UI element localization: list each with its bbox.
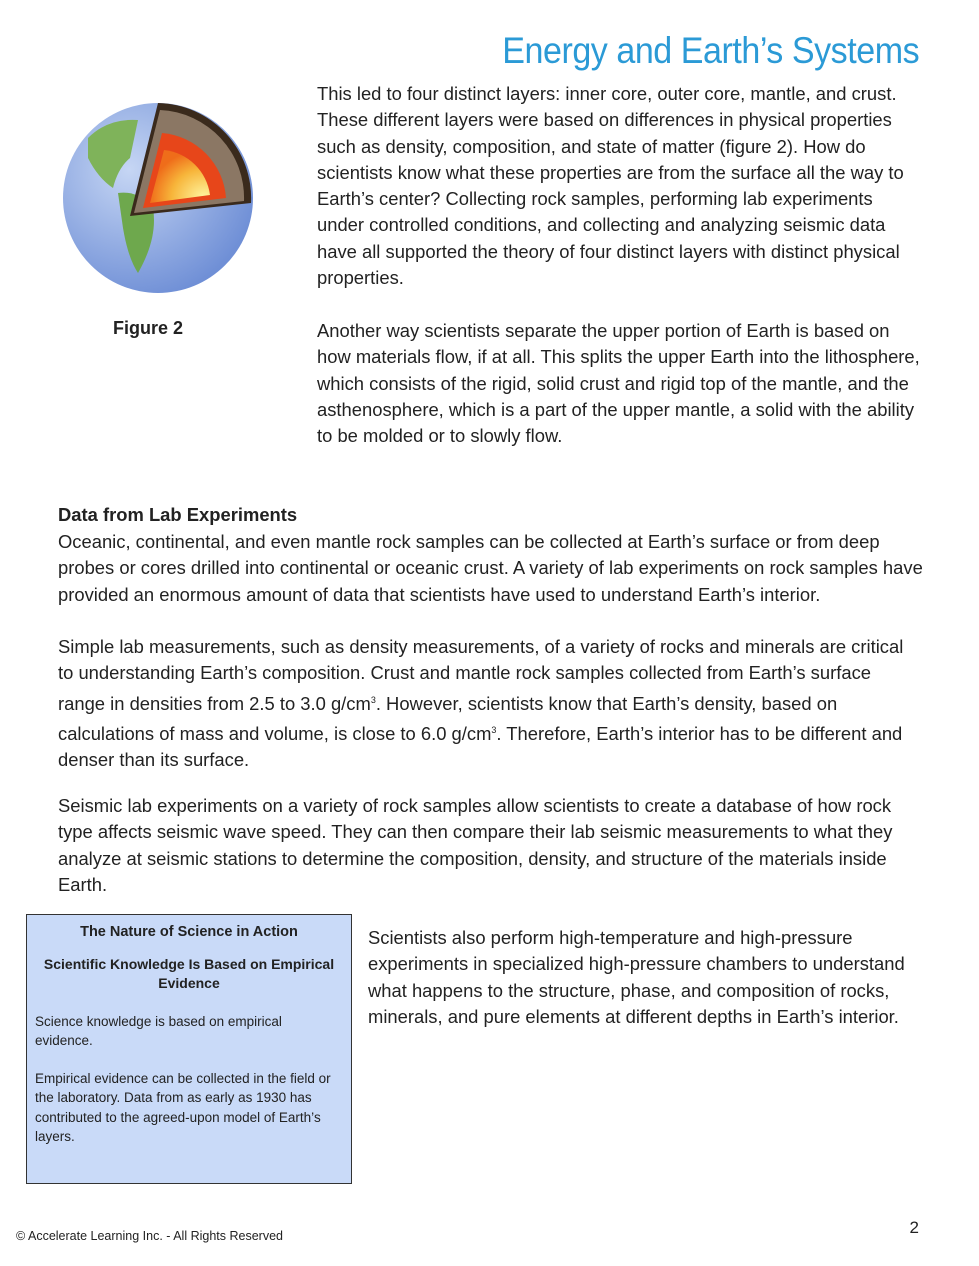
lab-paragraph-3: Seismic lab experiments on a variety of rock samples allow scientists to create a database of how rock type affects seismic wave speed. They can then compare their lab seismic measurements to what they analyze at seismic stations to determine the composition, density, and structure of the materials inside Earth. bbox=[58, 795, 893, 895]
copyright: © Accelerate Learning Inc. - All Rights Reserved bbox=[16, 1229, 283, 1243]
nature-of-science-callout bbox=[26, 914, 352, 1184]
callout-title: The Nature of Science in Action bbox=[80, 924, 298, 940]
text: . However, scientists know that Earth’s density, based on calculations of mass and volume, is close to 6.0 g/cm bbox=[58, 692, 838, 745]
lab-paragraph-2 bbox=[58, 634, 923, 774]
text: Simple lab measurements, such as density measurements, of a variety of rocks and minerals are critical to understanding Earth’s composition. Crust and mantle rock samples collected from Earth’s surface range in densities from 2.5 to 3.0 g/cm bbox=[58, 636, 904, 714]
lab-paragraph-1: Oceanic, continental, and even mantle rock samples can be collected at Earth’s surface or from deep probes or cores drilled into continental or oceanic crust. A variety of lab experiments on rock samples have provided an enormous amount of data that scientists have used to understand Earth’s interior. bbox=[58, 531, 923, 605]
text: . Therefore, Earth’s interior has to be different and denser than its surface. bbox=[58, 723, 903, 771]
intro-paragraph-1: This led to four distinct layers: inner core, outer core, mantle, and crust. These different layers were based on differences in physical properties such as density, composition, and state of matter (figure 2). How do scientists know what these properties are from the surface all the way to Earth’s center? Collecting rock samples, performing lab experiments under controlled conditions, and collecting and analyzing seismic data have all supported the theory of four distinct layers with distinct physical properties. bbox=[317, 83, 904, 289]
figure-caption: Figure 2 bbox=[113, 318, 184, 338]
intro-paragraph-2: Another way scientists separate the upper portion of Earth is based on how materials flow, if at all. This splits the upper Earth into the lithosphere, which consists of the rigid, solid crust and rigid top of the mantle, and the asthenosphere, which is a part of the upper mantle, a solid with the ability to be molded or to slowly flow. bbox=[317, 320, 920, 447]
superscript: 3 bbox=[491, 725, 497, 736]
page-number: 2 bbox=[909, 1218, 919, 1237]
callout-paragraph-1: Science knowledge is based on empirical evidence. bbox=[35, 1013, 282, 1048]
superscript: 3 bbox=[370, 694, 376, 705]
earth-layers-figure bbox=[58, 98, 258, 298]
callout-paragraph-2: Empirical evidence can be collected in the field or the laboratory. Data from as early as 1930 has contributed to the agreed-upon model of Earth’s layers. bbox=[35, 1070, 331, 1144]
lab-paragraph-4: Scientists also perform high-temperature and high-pressure experiments in specialized high-pressure chambers to understand what happens to the structure, phase, and composition of rocks, minerals, and pure elements at different depths in Earth’s interior. bbox=[368, 927, 905, 1027]
callout-subtitle: Scientific Knowledge Is Based on Empirical Evidence bbox=[43, 955, 335, 991]
page-title: Energy and Earth’s Systems bbox=[502, 30, 919, 71]
section-heading: Data from Lab Experiments bbox=[58, 504, 298, 525]
